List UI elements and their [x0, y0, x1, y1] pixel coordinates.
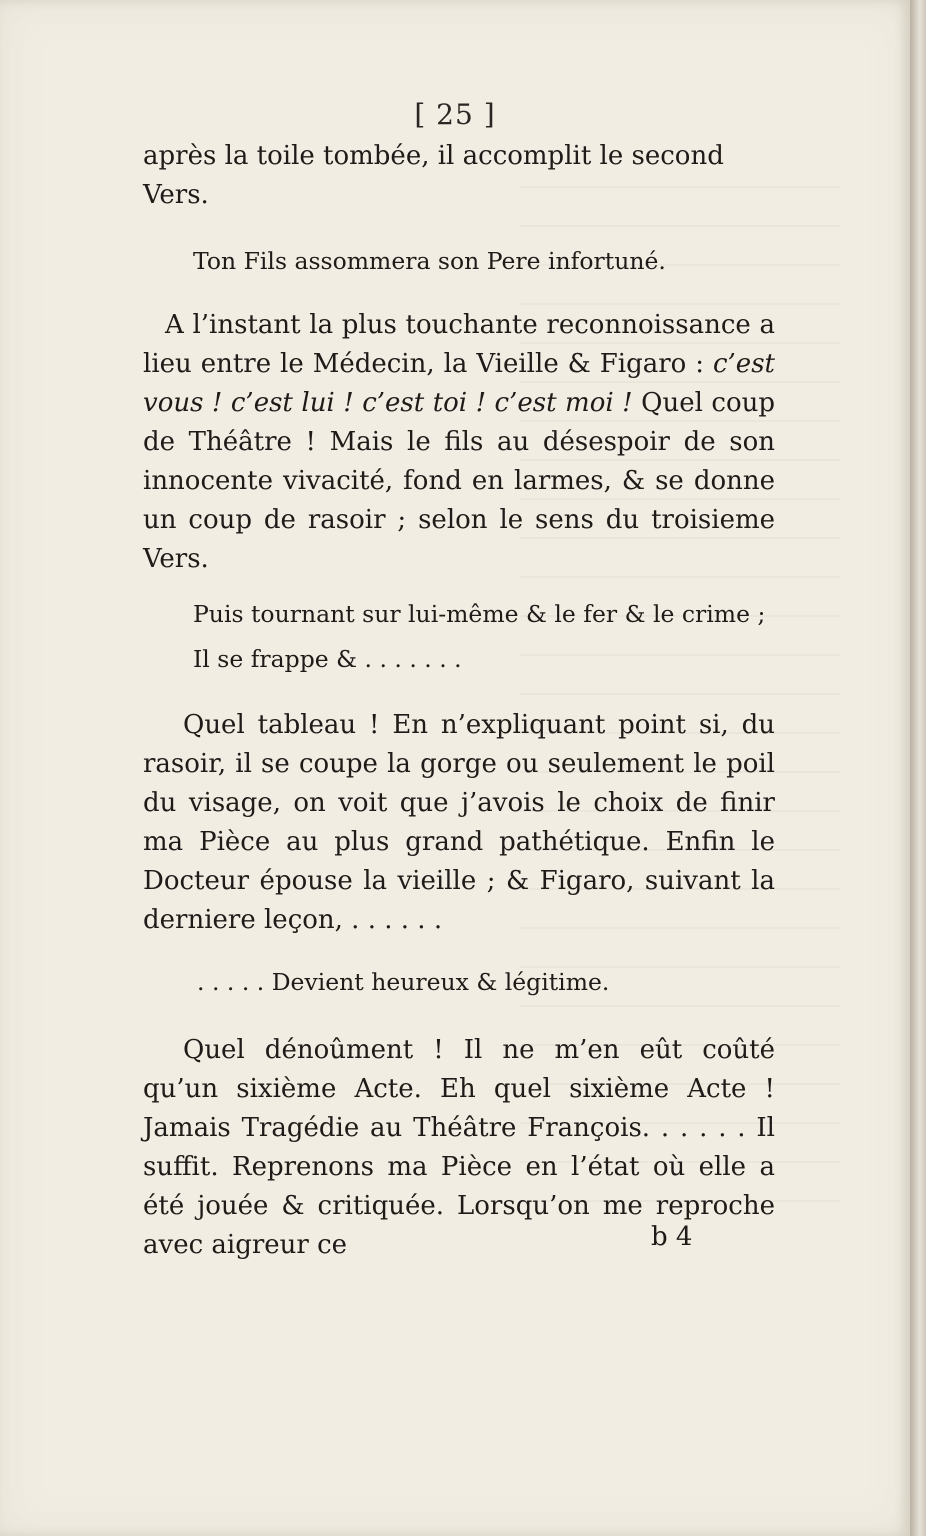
page-number: [ 25 ]: [414, 98, 496, 131]
line-1: après la toile tombée, il accomplit le second: [143, 141, 724, 171]
paragraph-2-end: Quel coup de Théâtre ! Mais le fils au désespoir de son innocente vivacité, fond en larmes, & se donne un coup de rasoir ; selon le sens du troisieme Vers.: [143, 388, 776, 574]
page-edge: [910, 0, 926, 1536]
verse-1: Ton Fils assommera son Pere infortuné.: [193, 247, 666, 275]
verse-3: Il se frappe & . . . . . . .: [193, 645, 462, 673]
paragraph-2-start: A l’instant la plus touchante reconnoissance a lieu entre le Médecin, la Vieille & Figaro :: [143, 310, 775, 379]
verse-2: Puis tournant sur lui-même & le fer & le crime ;: [193, 600, 766, 628]
line-2: Vers.: [143, 180, 209, 210]
paragraph-2-italic: c’est vous ! c’est lui ! c’est toi ! c’est moi !: [143, 349, 775, 418]
show-through-texture: [520, 160, 840, 1210]
paragraph-4-text: Quel dénoûment ! Il ne m’en eût coûté qu’un sixième Acte. Eh quel sixième Acte ! Jamais Tragédie au Théâtre François. . . . . . Il suffit. Reprenons ma Pièce en l’état où elle a été jouée & critiquée. Lorsqu’on me reproche avec aigreur ce: [143, 1035, 775, 1260]
paragraph-3-text: Quel tableau ! En n’expliquant point si, du rasoir, il se coupe la gorge ou seulement le poil du visage, on voit que j’avois le choix de finir ma Pièce au plus grand pathétique. Enfin le Docteur épouse la vieille ; & Figaro, suivant la derniere leçon, . . . . . .: [143, 710, 775, 935]
verse-4: . . . . . Devient heureux & légitime.: [197, 968, 610, 996]
signature-mark: b 4: [651, 1222, 693, 1252]
